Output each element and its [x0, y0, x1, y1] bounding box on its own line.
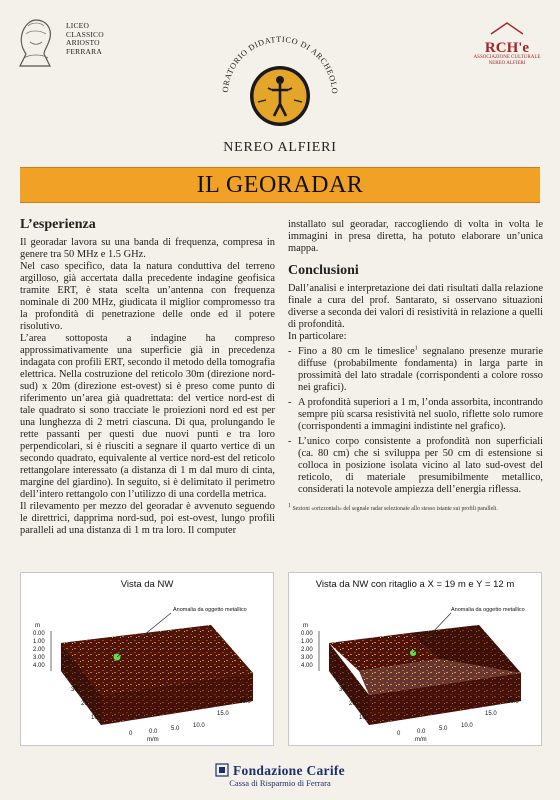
axis-unit-label: m/m: [415, 737, 427, 743]
page-title: IL GEORADAR: [196, 171, 364, 198]
x-tick: 0: [397, 731, 401, 737]
liceo-line: FERRARA: [66, 46, 102, 56]
depth-tick: 2.00: [301, 647, 313, 653]
liceo-line: LICEO: [66, 21, 90, 30]
paragraph-continuation: installato sul georadar, raccogliendo di volta in volta le immagini in presa diretta, ha potuto elaborare un’unica mappa.: [288, 219, 543, 254]
y-tick: 30: [339, 687, 346, 693]
paragraph: Nel caso specifico, data la natura conduttiva del terreno argilloso, già accertata dalla precedente indagine geofisica tramite ERT, è stata scelta un’antenna con frequenza nominale di 200 MHz, giudicata il miglior compromesso tra la profondità di penetrazione delle onde ed il potere risolutivo.: [20, 261, 275, 332]
sponsor-name-line: [0, 763, 560, 779]
axis-unit-label: m/m: [147, 737, 159, 743]
title-band: [20, 167, 540, 203]
rche-sub-line: ASSOCIAZIONE CULTURALE: [473, 55, 541, 60]
depth-tick: 3.00: [301, 655, 313, 661]
x-tick: 10.0: [193, 723, 205, 729]
y-tick: 30: [71, 687, 78, 693]
radar-block-image: [21, 573, 273, 745]
right-column: [288, 219, 543, 513]
y-tick: 20: [349, 701, 356, 707]
radar-figure-nw: [20, 572, 274, 746]
laboratorio-logo: [210, 30, 350, 160]
paragraph: Il rilevamento per mezzo del georadar è avvenuto seguendo le direttrici, dapprima nord-sud, poi est-ovest, lungo profili paralleli ad una distanza di 1 m tra loro. Il computer: [20, 501, 275, 536]
sponsor-footer: [0, 763, 560, 788]
fondazione-emblem-icon: [215, 763, 229, 777]
footnote: [288, 503, 543, 513]
depth-tick: 0.00: [301, 631, 313, 637]
depth-tick: 3.00: [33, 655, 45, 661]
footnote-text: Sezioni «orizzontali» del segnale radar selezionate allo stesso istante sui profili paralleli.: [291, 506, 498, 512]
radar-block-cut-image: [289, 573, 541, 745]
x-tick: 15.0: [217, 711, 229, 717]
list-item-text: Fino a 80 cm le timeslice: [298, 346, 415, 357]
paragraph: In particolare:: [288, 331, 347, 342]
rche-mark: RCH'e: [484, 40, 530, 56]
depth-unit-label: m: [35, 623, 40, 629]
x-tick: 5.0: [439, 726, 448, 732]
rche-sub-line: NEREO ALFIERI: [488, 61, 526, 66]
list-item-text: A profondità superiori a 1 m, l’onda assorbita, incontrando sempre più scarsa resistività nel suolo, riflette solo rumore (corrispondenti a immagini indistinte nel grafico).: [298, 397, 543, 432]
laboratorio-arc-text: ORATORIO DIDATTICO DI ARCHEOLO: [220, 34, 340, 95]
conclusions-list: [288, 346, 543, 496]
liceo-line: CLASSICO: [66, 29, 104, 39]
y-tick: 20: [81, 701, 88, 707]
depth-tick: 4.00: [33, 663, 45, 669]
x-tick: 15.0: [485, 711, 497, 717]
y-tick: 10: [359, 715, 366, 721]
figure-title: Vista da NW: [120, 579, 174, 590]
figure-annotation: Anomalia da oggetto metallico: [173, 607, 247, 613]
depth-unit-label: m: [303, 623, 308, 629]
list-item-text: L’unico corpo consistente a profondità non superficiali (ca. 80 cm) che si sviluppa per 50 cm di estensione si colloca in posizione isolata vicino al lato sud-ovest del reticolo, di materiale presumibilmente metallico, considerati la notevole ampiezza dell’energia riflessa.: [298, 436, 543, 495]
x-tick: 0.0: [417, 729, 426, 735]
list-item: [288, 436, 543, 496]
section-heading-esperienza: L’esperienza: [20, 217, 96, 232]
laboratorio-emblem-icon: [210, 30, 350, 142]
footnote-number: 1: [288, 503, 291, 510]
figure-annotation: Anomalia da oggetto metallico: [451, 607, 525, 613]
list-item: [288, 346, 543, 394]
radar-figure-nw-cut: [288, 572, 542, 746]
paragraph: Dall’analisi e interpretazione dei dati risultati dalla relazione finale a cura del prof. Santarato, si osservano situazioni diverse a seconda dei valori di resistività in relazione a quelli di profondità.: [288, 283, 543, 330]
paragraph: Il georadar lavora su una banda di frequenza, compresa in genere tra 50 MHz e 1.5 GHz.: [20, 237, 275, 260]
figure-title: Vista da NW con ritaglio a X = 19 m e Y = 12 m: [315, 579, 515, 590]
list-item-text: segnalano presenze murarie diffuse (probabilmente fondamenta) in larga parte in prossimità del lato stradale (corrispondenti a colore rosso nei grafici).: [298, 346, 543, 393]
x-tick: 0: [129, 731, 133, 737]
footnote-ref: 1: [414, 345, 418, 352]
laboratorio-name: NEREO ALFIERI: [223, 140, 337, 155]
x-tick: 20.0: [507, 699, 519, 705]
ariosto-portrait-icon: [10, 14, 62, 70]
x-tick: 10.0: [461, 723, 473, 729]
list-item: [288, 397, 543, 433]
section-heading-conclusioni: Conclusioni: [288, 263, 359, 278]
x-tick: 0.0: [149, 729, 158, 735]
x-tick: 20.0: [239, 699, 251, 705]
sponsor-subtitle: Cassa di Risparmio di Ferrara: [229, 778, 331, 788]
rche-roof-icon: [487, 20, 527, 36]
depth-tick: 4.00: [301, 663, 313, 669]
liceo-ariosto-logo: [10, 14, 120, 70]
sponsor-name: Fondazione Carife: [233, 763, 345, 778]
liceo-line: ARIOSTO: [66, 38, 100, 47]
left-column: [20, 219, 275, 537]
depth-tick: 1.00: [301, 639, 313, 645]
paragraph: L’area sottoposta a indagine ha compreso approssimativamente una superficie già in precedenza indagata con profili ERT, secondo il metodo della tomografia elettrica. Nella costruzione del reticolo 30m (direzione nord-sud) x 20m (direzione est-ovest) si è preso come punto di riferimento un’area già quadrettata: del vertice nord-est di tale quadrato si sono tracciate le proiezioni nord ed est per una lunghezza di 2 metri ciascuna. Di qua, prolungando le rette passanti per questi due nuovi punti e tra loro perpendicolari, si è riusciti a segnare il quarto vertice di un secondo quadrato, equivalente al vertice nord-est del reticolo rettangolare interessato (a distanza di 1 m dal muro di cinta, margine del giardino). In seguito, si è delimitato il perimetro dell’intero rettangolo con l’utilizzo di una cordella metrica.: [20, 333, 275, 500]
x-tick: 5.0: [171, 726, 180, 732]
depth-tick: 1.00: [33, 639, 45, 645]
depth-tick: 0.00: [33, 631, 45, 637]
depth-tick: 2.00: [33, 647, 45, 653]
rche-logo: [472, 20, 542, 67]
y-tick: 10: [91, 715, 98, 721]
